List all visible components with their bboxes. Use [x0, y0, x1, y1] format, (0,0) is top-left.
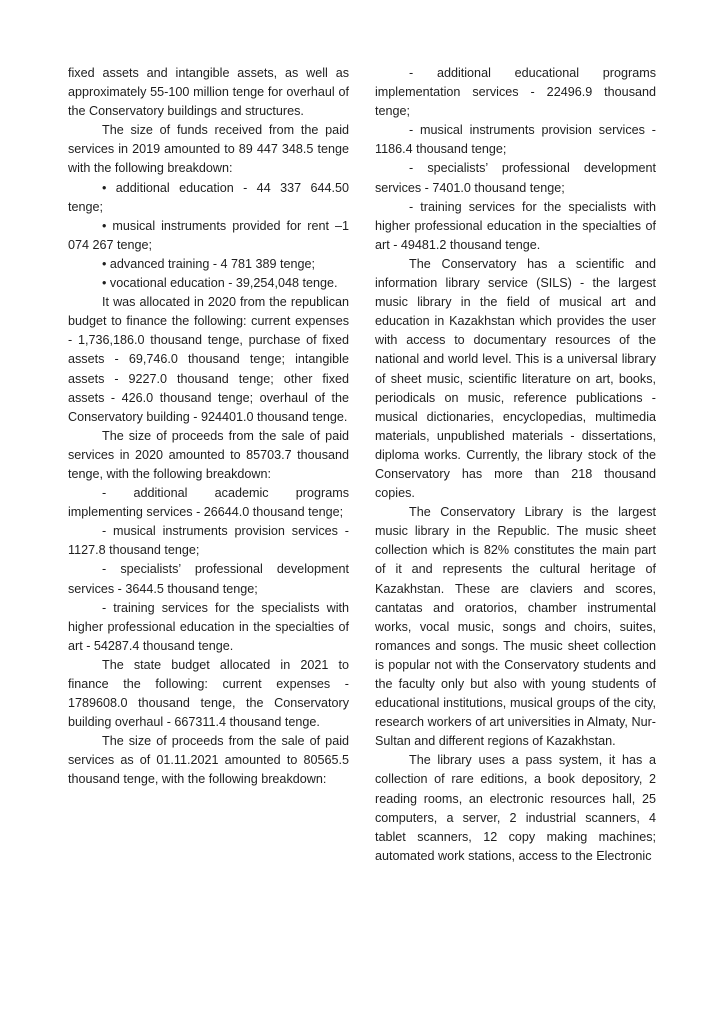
list-item: • additional education - 44 337 644.50 tenge;	[68, 180, 349, 214]
paragraph: The size of proceeds from the sale of paid services in 2020 amounted to 85703.7 thousand tenge, with the following breakdown:	[68, 428, 349, 481]
right-column	[375, 64, 656, 866]
list-item: - additional educational programs implementation services - 22496.9 thousand tenge;	[375, 66, 656, 119]
list-item: - musical instruments provision services - 1186.4 thousand tenge;	[375, 123, 656, 157]
list-item: - specialists’ professional development services - 3644.5 thousand tenge;	[68, 562, 349, 596]
paragraph: The state budget allocated in 2021 to finance the following: current expenses - 1789608.0 thousand tenge, the Conservatory building overhaul - 667311.4 thousand tenge.	[68, 657, 349, 730]
list-item: - training services for the specialists with higher professional education in the specialties of art - 49481.2 thousand tenge.	[375, 199, 656, 252]
paragraph: fixed assets and intangible assets, as well as approximately 55-100 million tenge for overhaul of the Conservatory buildings and structures.	[68, 66, 349, 119]
list-item: - training services for the specialists with higher professional education in the specialties of art - 54287.4 thousand tenge.	[68, 600, 349, 653]
paragraph: The Conservatory Library is the largest music library in the Republic. The music sheet collection which is 82% constitutes the main part of it and represents the cultural heritage of Kazakhstan. These are claviers and scores, cantatas and oratorios, chamber instrumental works, vocal music, songs and choirs, suites, romances and songs. The music sheet collection is popular not with the Conservatory students and the faculty only but also with young students of educational institutions, musical groups of the city, research workers of art universities in Almaty, Nur-Sultan and different regions of Kazakhstan.	[375, 505, 656, 749]
paragraph: The Conservatory has a scientific and information library service (SILS) - the largest music library in the field of musical art and education in Kazakhstan which provides the user with access to documentary resources of the national and world level. This is a universal library of sheet music, scientific literature on art, books, periodicals on music, reference publications - musical dictionaries, encyclopedias, multimedia materials, unpublished materials - dissertations, diploma works. Currently, the library stock of the Conservatory has more than 218 thousand copies.	[375, 256, 656, 501]
left-column	[68, 64, 349, 790]
list-item: • vocational education - 39,254,048 tenge.	[102, 276, 338, 291]
paragraph: The library uses a pass system, it has a collection of rare editions, a book depository, 2 reading rooms, an electronic resources hall, 25 computers, a server, 2 industrial scanners, 4 tablet scanners, 12 copy making machines; automated work stations, access to the Electronic	[375, 753, 656, 863]
paragraph: The size of funds received from the paid services in 2019 amounted to 89 447 348.5 tenge with the following breakdown:	[68, 123, 349, 176]
list-item: • musical instruments provided for rent –1 074 267 tenge;	[68, 218, 349, 252]
list-item: - additional academic programs implementing services - 26644.0 thousand tenge;	[68, 486, 349, 520]
paragraph: The size of proceeds from the sale of paid services as of 01.11.2021 amounted to 80565.5 thousand tenge, with the following breakdown:	[68, 734, 349, 787]
list-item: • advanced training - 4 781 389 tenge;	[102, 256, 316, 271]
list-item: - specialists’ professional development services - 7401.0 thousand tenge;	[375, 161, 656, 195]
list-item: - musical instruments provision services - 1127.8 thousand tenge;	[68, 524, 349, 558]
paragraph: It was allocated in 2020 from the republican budget to finance the following: current expenses - 1,736,186.0 thousand tenge, purchase of fixed assets - 69,746.0 thousand tenge; intangible assets - 9227.0 thousand tenge; other fixed assets - 426.0 thousand tenge; overhaul of the Conservatory building - 924401.0 thousand tenge.	[68, 295, 349, 424]
